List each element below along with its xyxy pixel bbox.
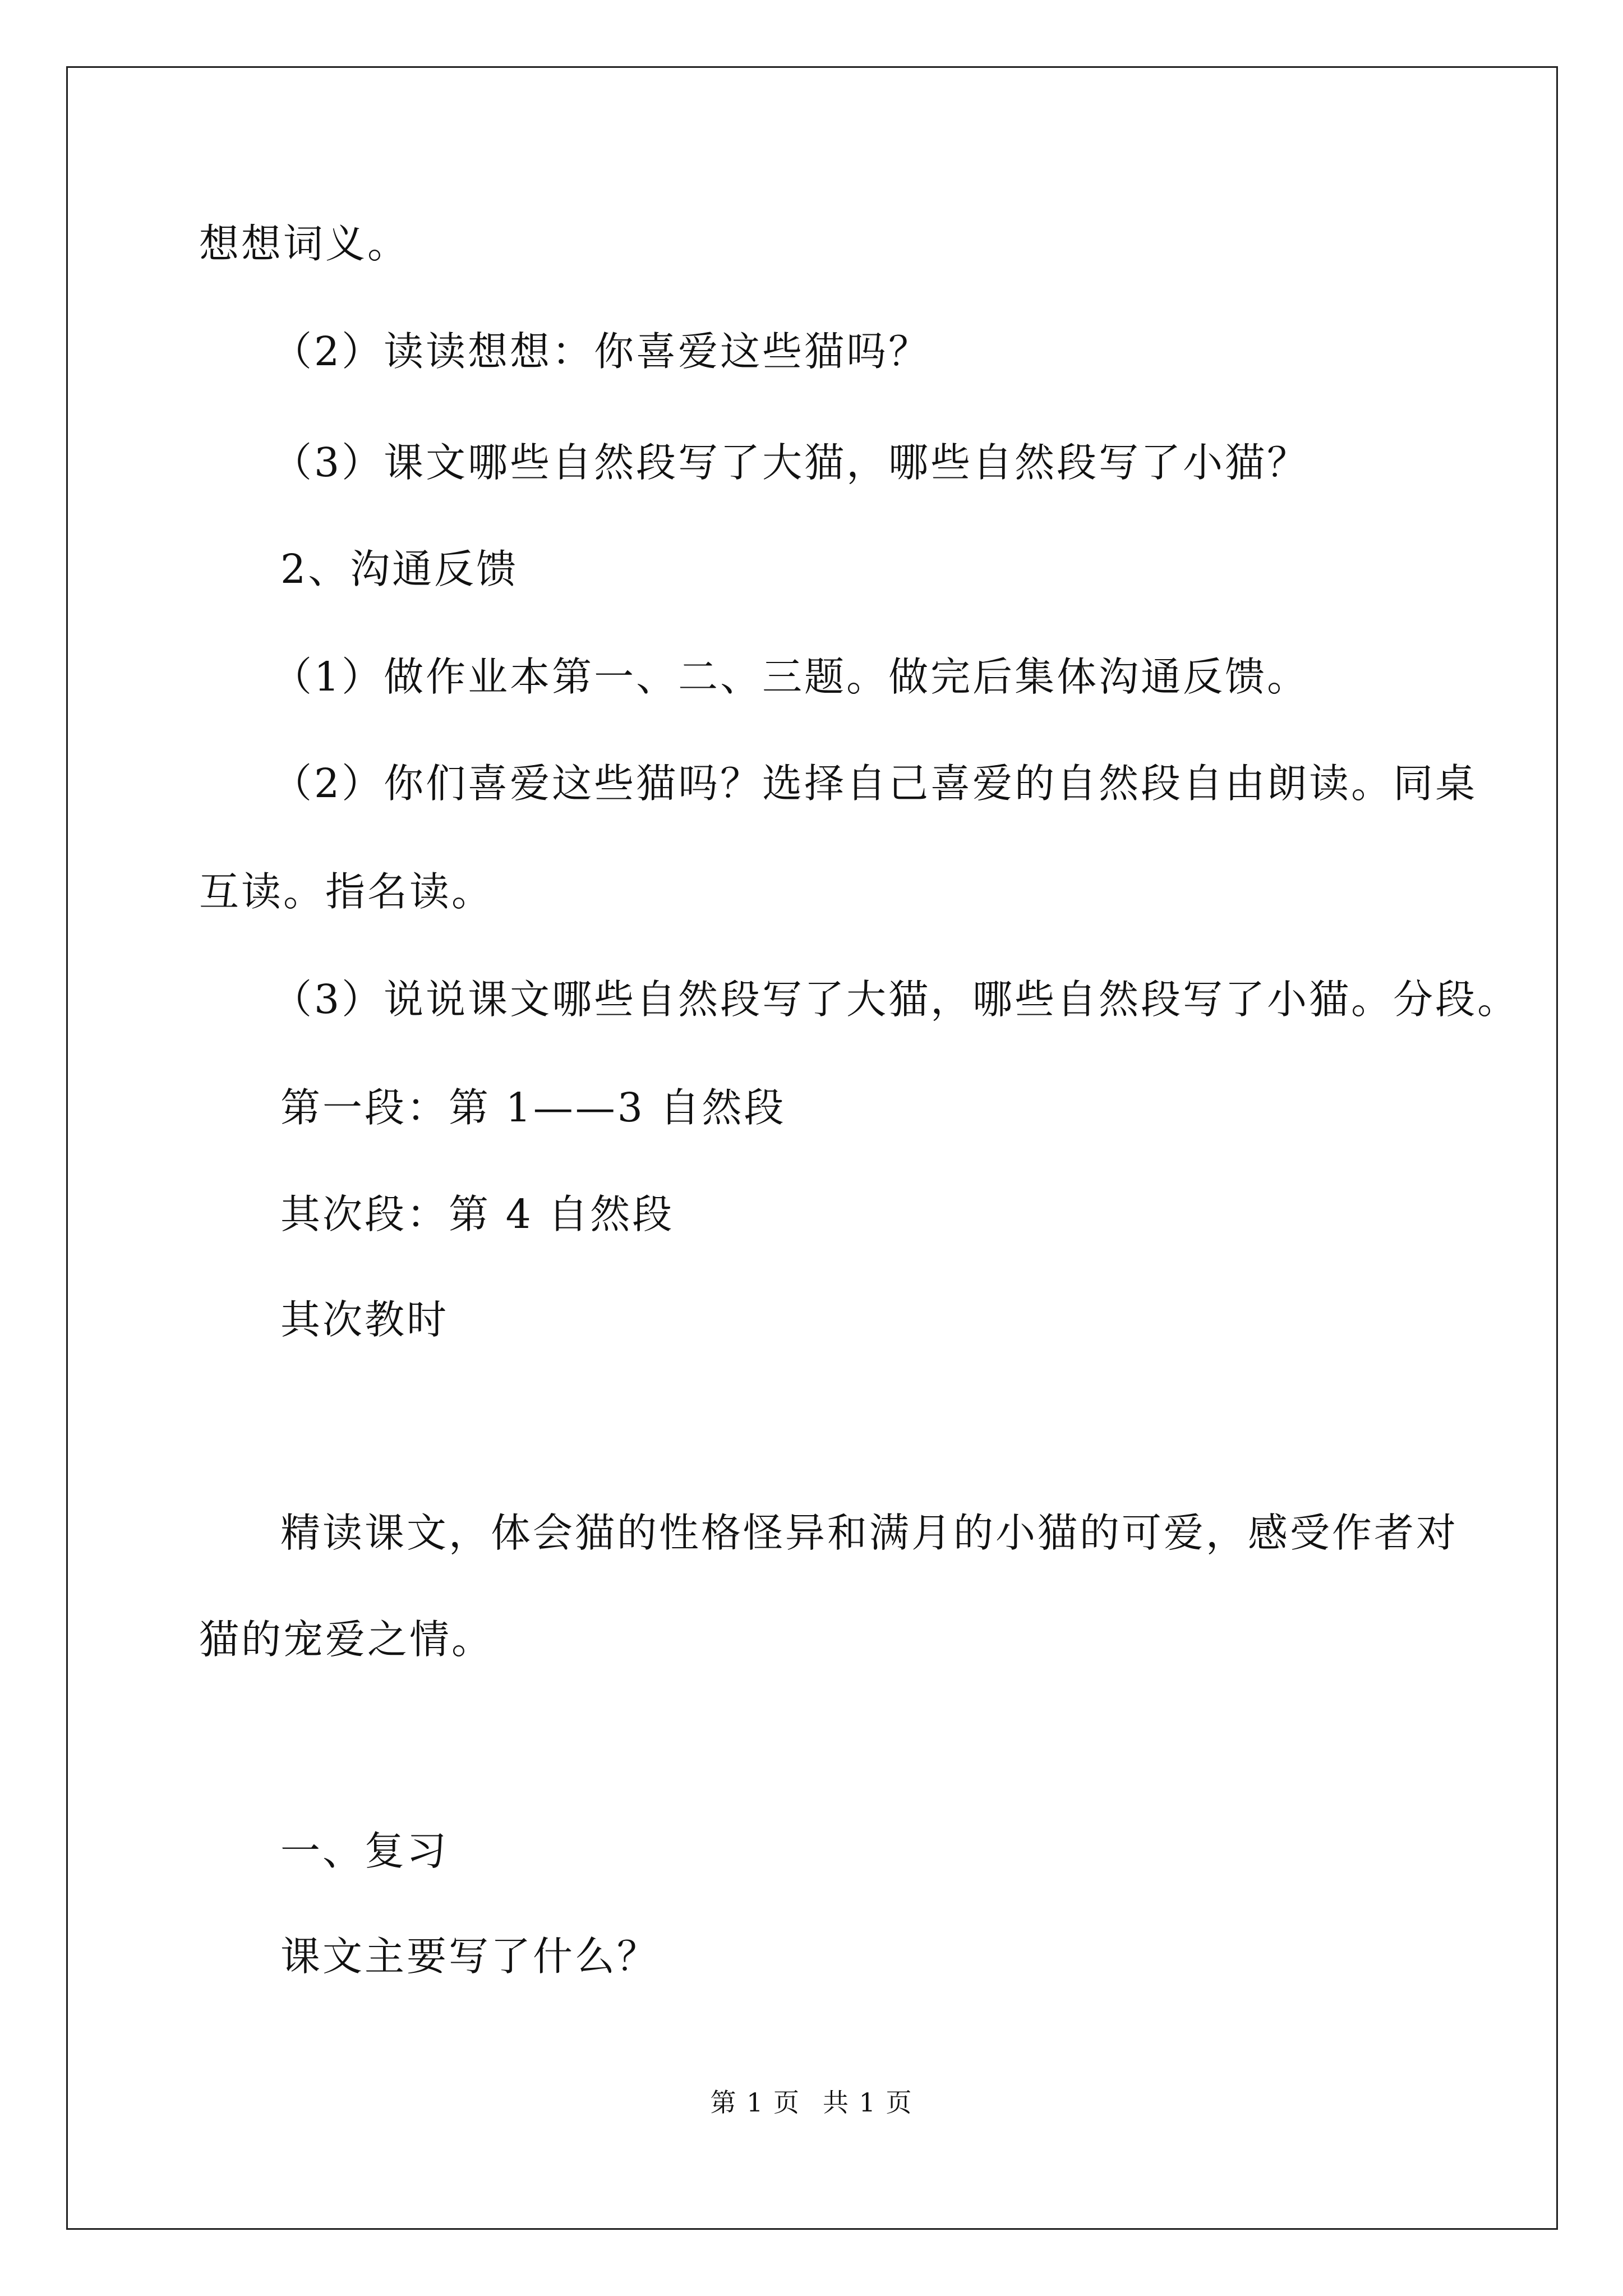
text-line: 想想词义。 xyxy=(199,220,410,267)
text-line: 猫的宠爱之情。 xyxy=(199,1616,494,1663)
text-line: （1）做作业本第一、二、三题。做完后集体沟通反馈。 xyxy=(272,654,1310,700)
text-line: （2）你们喜爱这些猫吗？选择自己喜爱的自然段自由朗读。同桌 xyxy=(272,760,1478,807)
text-line: 精读课文，体会猫的性格怪异和满月的小猫的可爱，感受作者对 xyxy=(280,1510,1459,1556)
page-frame xyxy=(66,66,1558,2230)
text-line: 课文主要写了什么？ xyxy=(280,1933,660,1980)
text-line: （3）说说课文哪些自然段写了大猫，哪些自然段写了小猫。分段。 xyxy=(272,976,1520,1023)
text-line: （3）课文哪些自然段写了大猫，哪些自然段写了小猫？ xyxy=(272,439,1310,486)
text-line: 第一段：第 1——3 自然段 xyxy=(280,1084,786,1131)
text-line: 互读。指名读。 xyxy=(199,868,494,915)
text-line: 其次段：第 4 自然段 xyxy=(280,1191,675,1237)
page-total: 共 1 页 xyxy=(823,2087,913,2118)
section-heading: 其次教时 xyxy=(280,1296,449,1343)
page-number: 第 1 页 xyxy=(710,2087,800,2118)
text-line: （2）读读想想：你喜爱这些猫吗？ xyxy=(272,328,931,375)
section-heading: 2、沟通反馈 xyxy=(280,546,519,592)
section-heading: 一、复习 xyxy=(280,1828,449,1874)
page-footer xyxy=(0,2086,1623,2119)
